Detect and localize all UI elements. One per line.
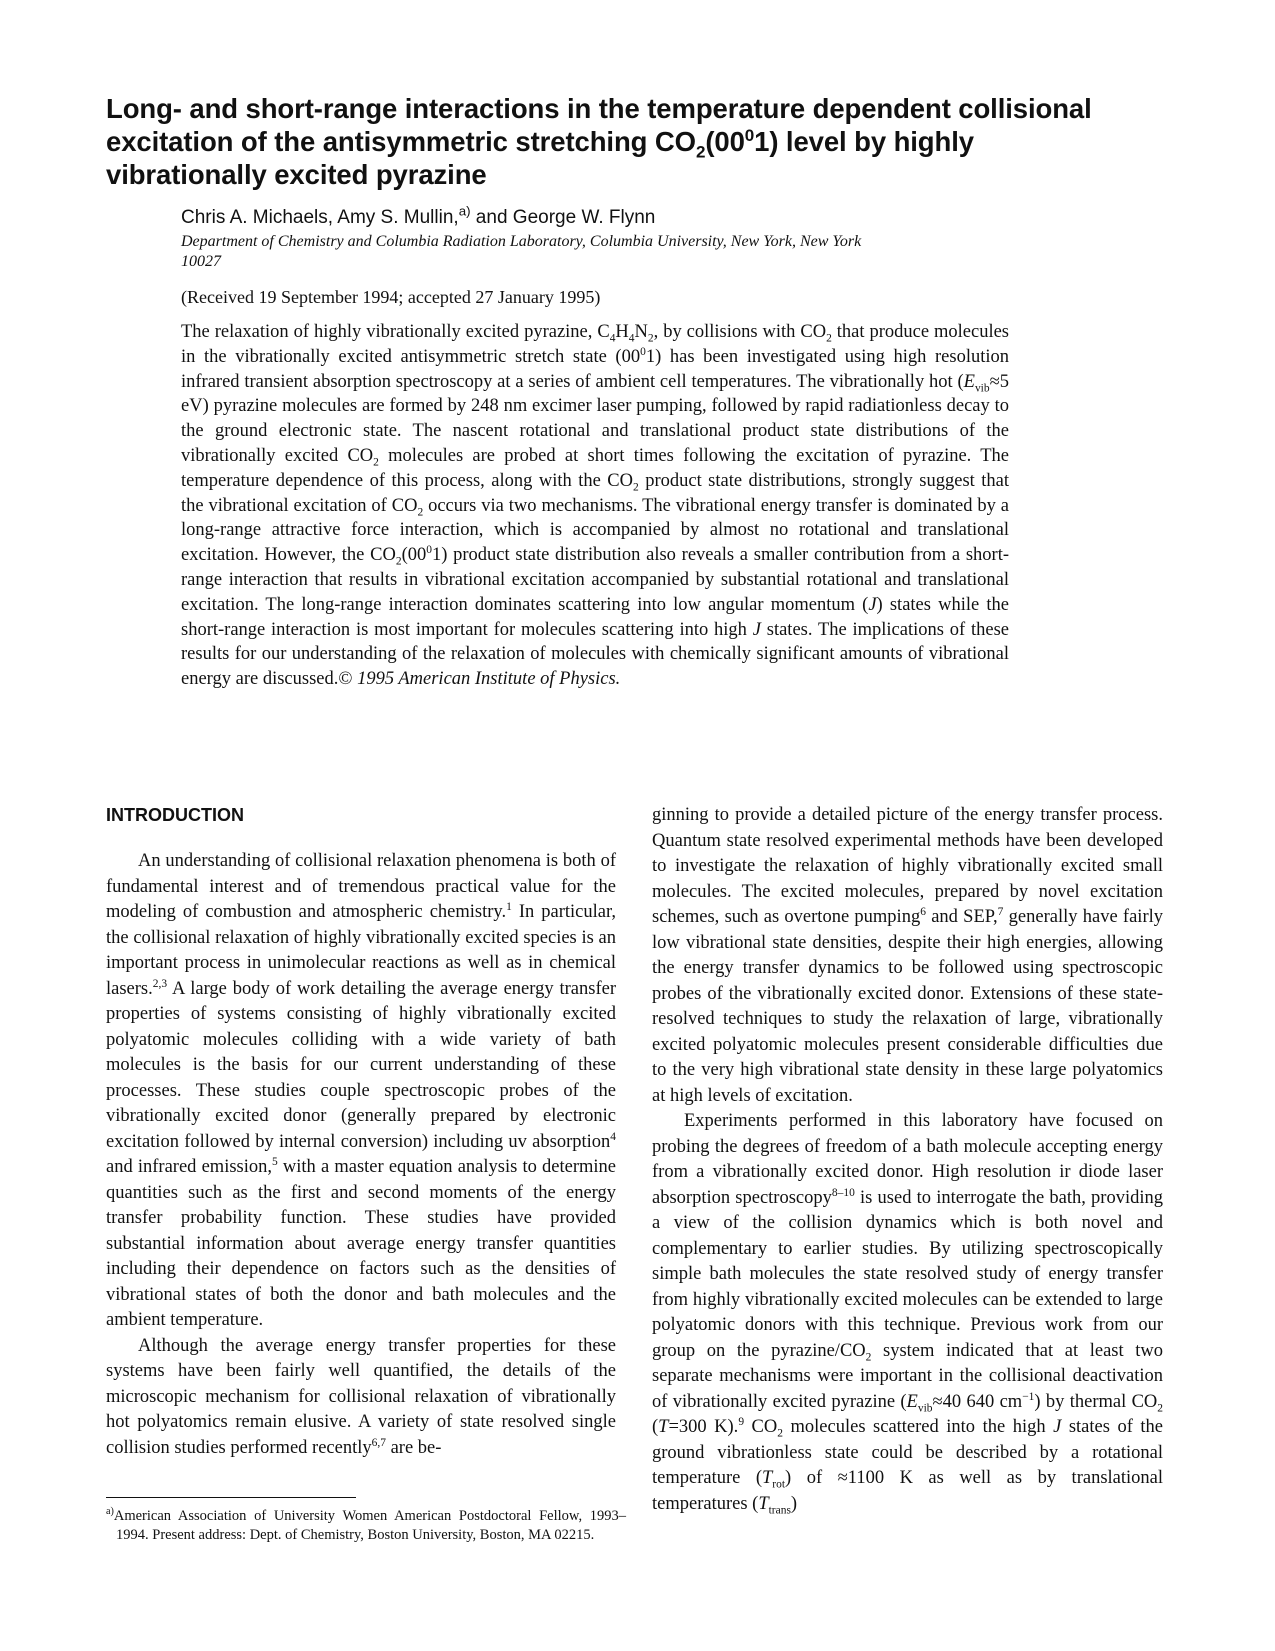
intro-paragraph-2: Although the average energy transfer properties for these systems have been fairly well quantified, the details of the microscopic mechanism for collisional relaxation of vibrationally hot polyatomics remain elusive. A variety of state resolved single collision studies performed recently$^{6,7}$ are be- <box>106 1335 616 1458</box>
paper-title: Long- and short-range interactions in the temperature dependent collisional excitation of the antisymmetric stretching $CO_2(00^01)$ level by highly vibrationally excited pyrazine <box>106 93 1092 190</box>
footnote-rule <box>106 1497 356 1498</box>
intro-paragraph-2-continued: ginning to provide a detailed picture of the energy transfer process. Quantum state resolved experimental methods have been developed to investigate the relaxation of highly vibrationally excited small molecules. The excited molecules, prepared by novel excitation schemes, such as overtone pumping$^6$ and SEP,$^7$ generally have fairly low vibrational state densities, despite their high energies, allowing the energy transfer dynamics to be followed using spectroscopic probes of the vibrationally excited donor. Extensions of these state-resolved techniques to study the relaxation of large, vibrationally excited polyatomic molecules present considerable difficulties due to the very high vibrational state density in these large polyatomics at high levels of excitation. <box>652 805 1163 1106</box>
intro-paragraph-1: An understanding of collisional relaxation phenomena is both of fundamental interest and of tremendous practical value for the modeling of combustion and atmospheric chemistry.$^1$ In particular, the collisional relaxation of highly vibrationally excited species is an important process in unimolecular reactions as well as in chemical lasers.$^{2,3}$ A large body of work detailing the average energy transfer properties of systems consisting of highly vibrationally excited polyatomic molecules colliding with a wide variety of bath molecules is the basis for our current understanding of these processes. These studies couple spectroscopic probes of the vibrationally excited donor (generally prepared by electronic excitation followed by internal conversion) including uv absorption$^4$ and infrared emission,$^5$ with a master equation analysis to determine quantities such as the first and second moments of the energy transfer probability function. These studies have provided substantial information about average energy transfer quantities including their dependence on factors such as the densities of vibrational states of both the donor and bath molecules and the ambient temperature. <box>106 851 617 1330</box>
received-dates: (Received 19 September 1994; accepted 27 January 1995) <box>181 287 601 307</box>
left-column <box>106 800 616 1461</box>
footnote: $^{a)}$American Association of University Women American Postdoctoral Fellow, 1993–1994. Present address: Dept. of Chemistry, Boston University, Boston, MA 02215. <box>106 1506 626 1543</box>
abstract: The relaxation of highly vibrationally excited pyrazine, $C_4H_4N_2$, by collisions with $CO_2$ that produce molecules in the vibrationally excited antisymmetric stretch state $(00^01)$ has been investigated using high resolution infrared transient absorption spectroscopy at a series of ambient cell temperatures. The vibrationally hot ($E_{vib}\approx 5$ eV) pyrazine molecules are formed by 248 nm excimer laser pumping, followed by rapid radiationless decay to the ground electronic state. The nascent rotational and translational product state distributions of the vibrationally excited $CO_2$ molecules are probed at short times following the excitation of pyrazine. The temperature dependence of this process, along with the $CO_2$ product state distributions, strongly suggest that the vibrational excitation of $CO_2$ occurs via two mechanisms. The vibrational energy transfer is dominated by a long-range attractive force interaction, which is accompanied by almost no rotational and translational excitation. However, the $CO_2(00^01)$ product state distribution also reveals a smaller contribution from a short-range interaction that results in vibrational excitation accompanied by substantial rotational and translational excitation. The long-range interaction dominates scattering into low angular momentum (J) states while the short-range interaction is most important for molecules scattering into high J states. The implications of these results for our understanding of the relaxation of molecules with chemically significant amounts of vibrational energy are discussed.© 1995 American Institute of Physics. <box>181 322 1010 690</box>
intro-paragraph-3: Experiments performed in this laboratory have focused on probing the degrees of freedom of a bath molecule accepting energy from a vibrationally excited donor. High resolution ir diode laser absorption spectroscopy$^{8-10}$ is used to interrogate the bath, providing a view of the collision dynamics which is both novel and complementary to earlier studies. By utilizing spectroscopically simple bath molecules the state resolved study of energy transfer from highly vibrationally excited molecules can be extended to large polyatomic donors with this technique. Previous work from our group on the pyrazine/$CO_2$ system indicated that at least two separate mechanisms were important in the collisional deactivation of vibrationally excited pyrazine ($E_{vib}\approx 40$ 640 $cm^{-1}$) by thermal $CO_2$ (T=300 K).$^9$ $CO_2$ molecules scattered into the high J states of the ground vibrationless state could be described by a rotational temperature $(T_{rot})$ of ≈1100 K as well as by translational temperatures $(T_{trans})$ <box>652 1111 1164 1517</box>
copyright-line: 1995 American Institute of Physics. <box>357 669 621 690</box>
section-heading-introduction: INTRODUCTION <box>106 805 244 825</box>
affiliation: Department of Chemistry and Columbia Radiation Laboratory, Columbia University, New York, New York 10027 <box>181 233 862 270</box>
author-list: Chris A. Michaels, Amy S. Mullin,$^{a)}$ and George W. Flynn <box>181 203 656 228</box>
right-column <box>652 803 1163 1517</box>
